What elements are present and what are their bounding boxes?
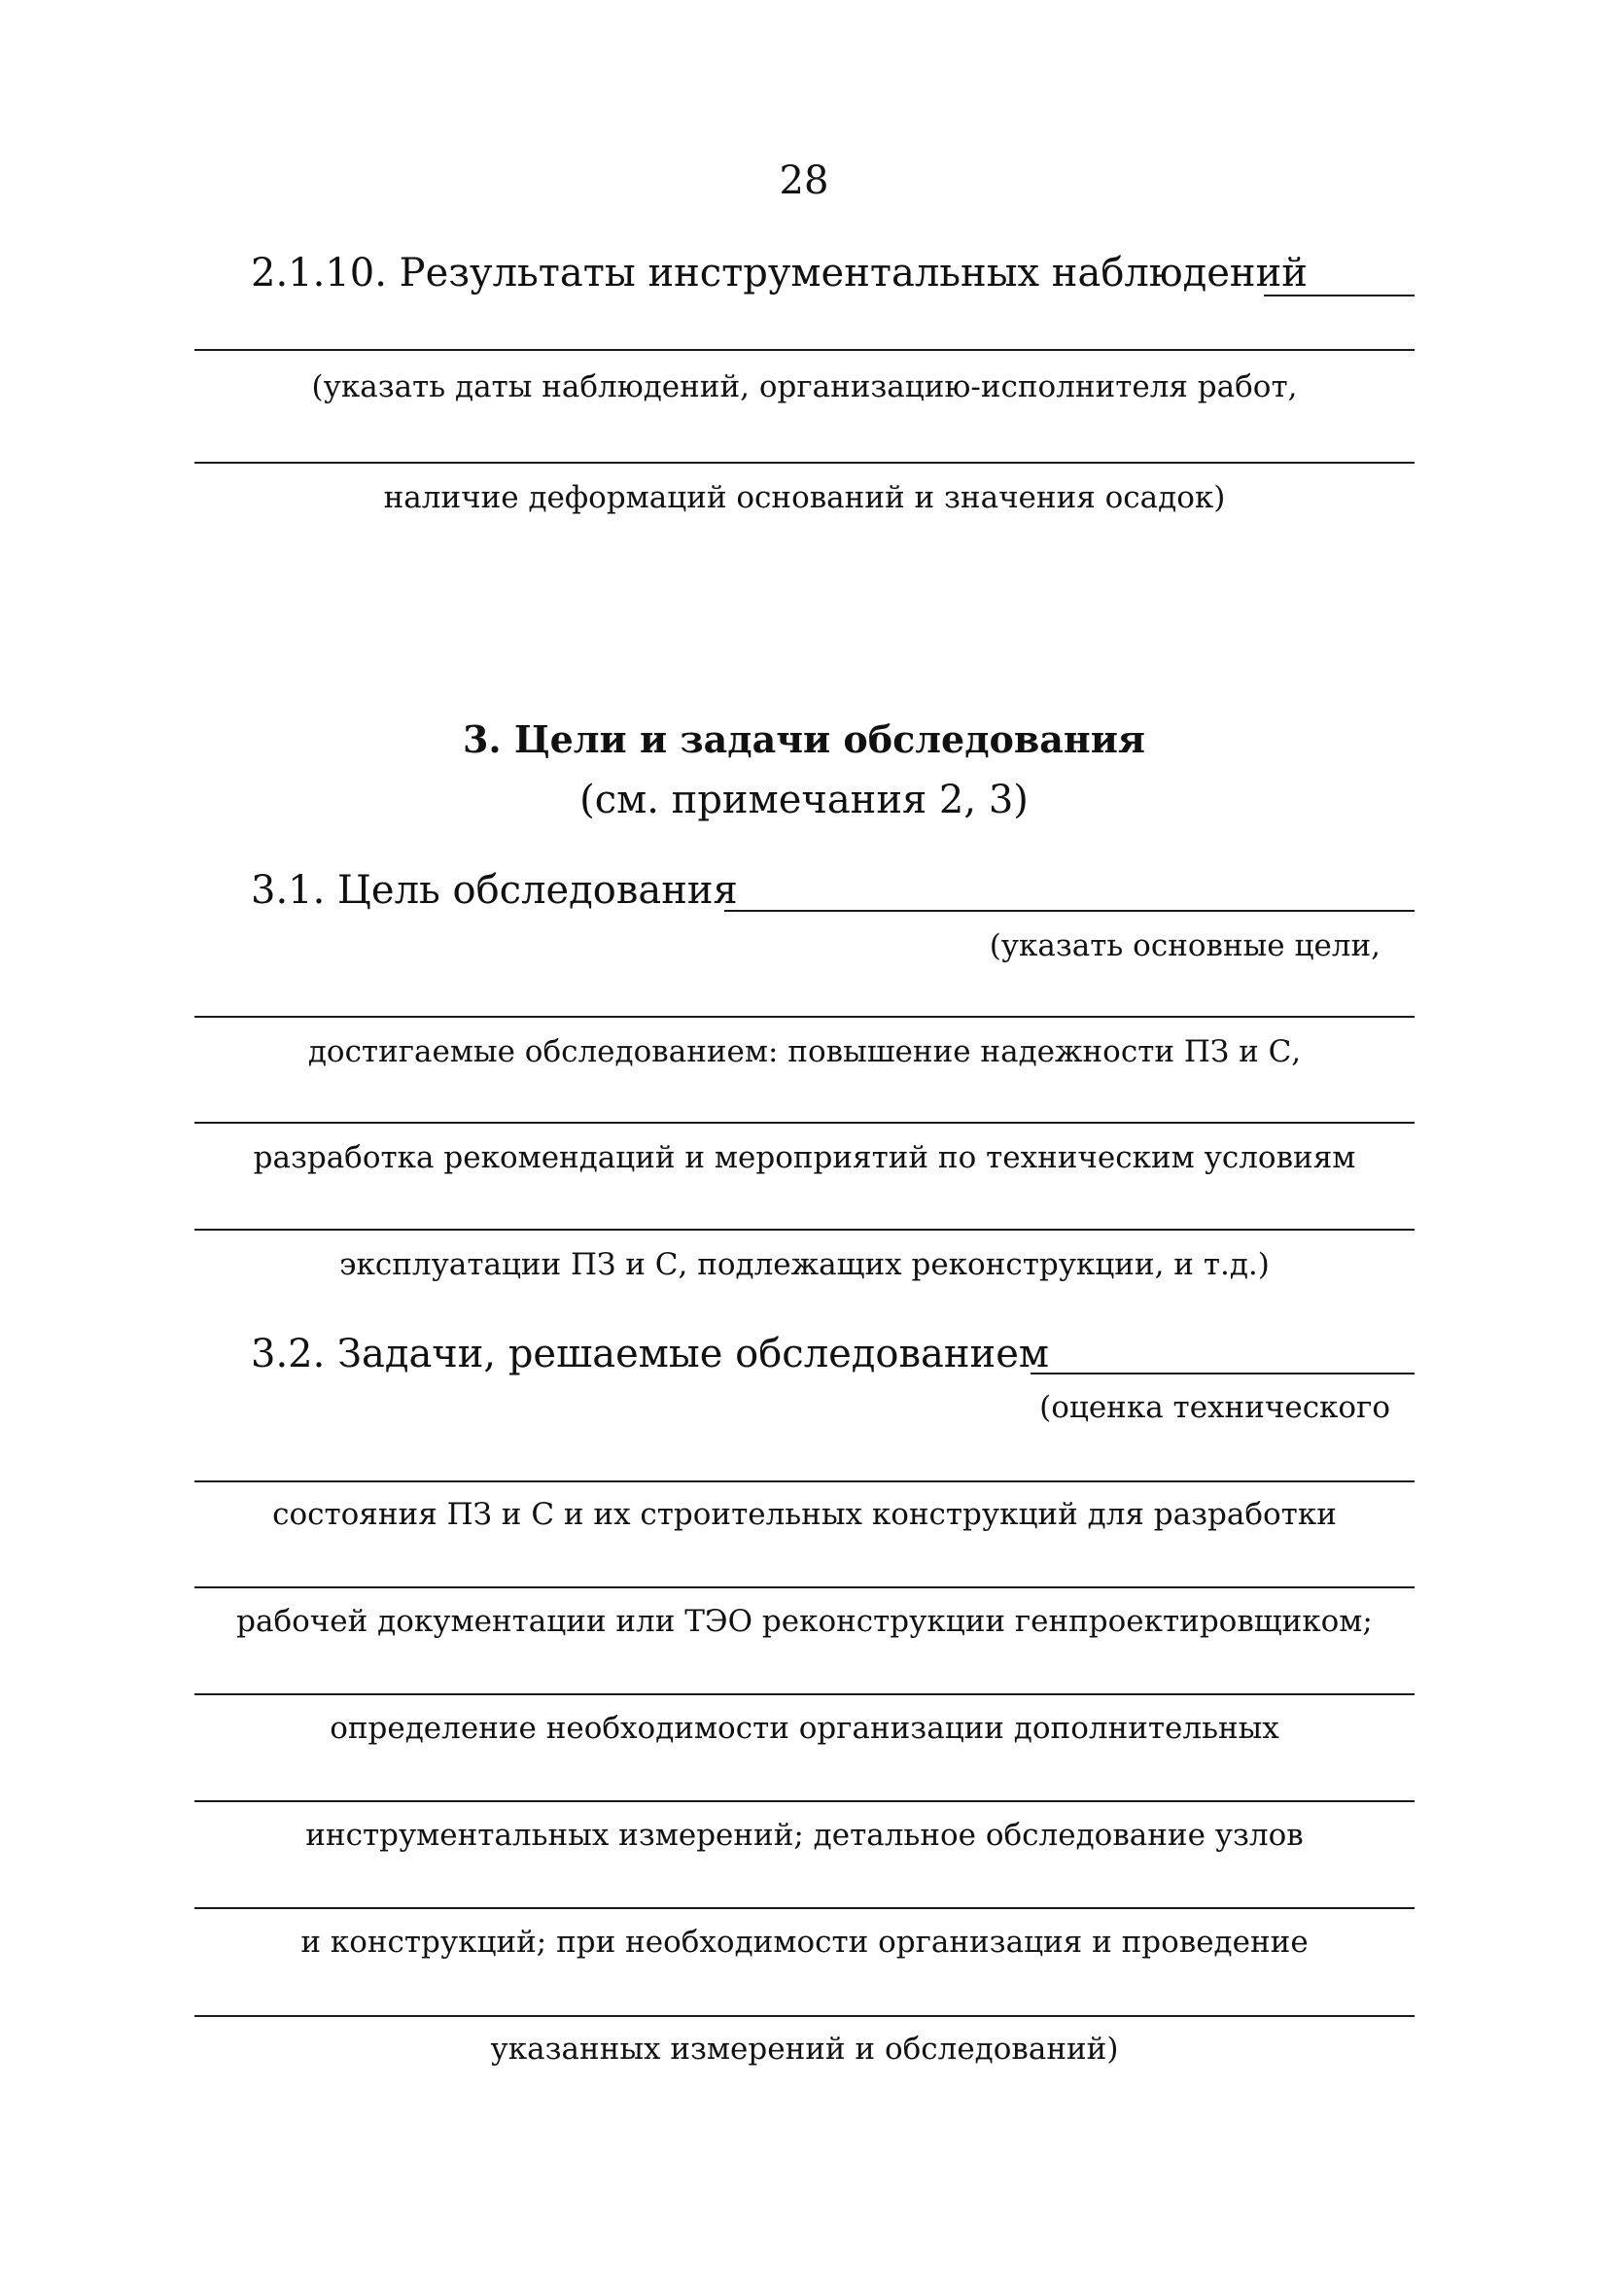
section-3-1-note-2: достигаемые обследованием: повышение надежности ПЗ и С,	[307, 1034, 1302, 1069]
fill-line	[194, 1480, 1415, 1482]
section-3-2-note-2: состояния ПЗ и С и их строительных конструкций для разработки	[272, 1497, 1337, 1532]
section-2-1-10-note-1: (указать даты наблюдений, организацию-исполнителя работ,	[311, 369, 1298, 404]
fill-line	[194, 1122, 1415, 1124]
section-3-1-note-4: эксплуатации ПЗ и С, подлежащих реконструкции, и т.д.)	[339, 1247, 1270, 1282]
fill-line	[194, 1907, 1415, 1909]
section-3-subtitle: (см. примечания 2, 3)	[579, 778, 1029, 822]
page-number: 28	[779, 158, 829, 203]
section-3-2-note-7: указанных измерений и обследований)	[490, 2032, 1119, 2067]
section-3-1-note-1: (указать основные цели,	[989, 928, 1381, 963]
section-3-2-note-4: определение необходимости организации дополнительных	[330, 1711, 1279, 1746]
fill-line	[194, 1800, 1415, 1802]
fill-line	[1264, 295, 1415, 296]
section-2-1-10-heading: 2.1.10. Результаты инструментальных наблюдений	[251, 251, 1308, 296]
fill-line	[194, 2015, 1415, 2017]
fill-line	[194, 1016, 1415, 1018]
fill-line	[1031, 1373, 1415, 1374]
fill-line	[194, 1229, 1415, 1231]
section-3-2-heading: 3.2. Задачи, решаемые обследованием	[251, 1332, 1049, 1376]
section-3-2-note-5: инструментальных измерений; детальное обследование узлов	[305, 1818, 1304, 1853]
fill-line	[194, 1586, 1415, 1588]
section-3-2-note-1: (оценка технического	[1039, 1390, 1390, 1425]
fill-line	[194, 462, 1415, 464]
section-3-2-note-6: и конструкций; при необходимости организация и проведение	[300, 1925, 1309, 1960]
section-3-1-note-3: разработка рекомендаций и мероприятий по техническим условиям	[253, 1140, 1356, 1175]
section-3-1-heading: 3.1. Цель обследования	[251, 868, 738, 913]
section-2-1-10-note-2: наличие деформаций оснований и значения осадок)	[383, 480, 1226, 515]
fill-line	[724, 910, 1415, 912]
section-3-title: 3. Цели и задачи обследования	[462, 717, 1146, 761]
fill-line	[194, 1693, 1415, 1695]
fill-line	[194, 349, 1415, 351]
section-3-2-note-3: рабочей документации или ТЭО реконструкции генпроектировщиком;	[236, 1604, 1373, 1639]
